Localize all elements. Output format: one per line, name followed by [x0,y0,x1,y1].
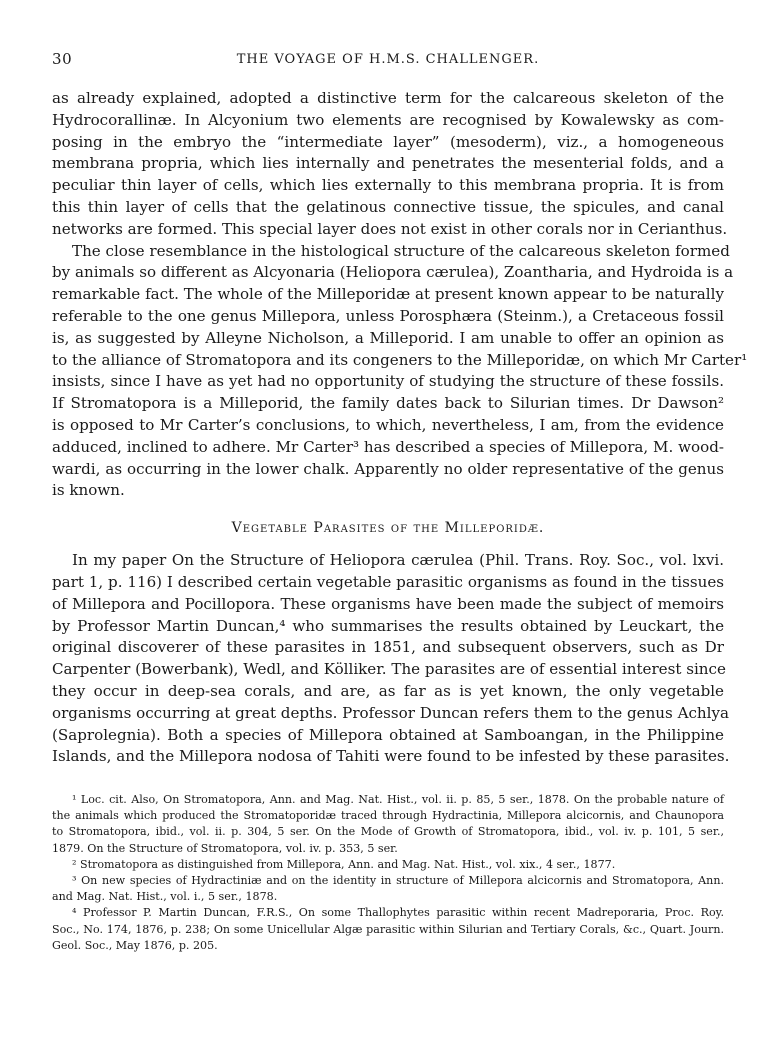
text-line: Hydrocorallinæ. In Alcyonium two elements are recognised by Kowalewsky as com- [52,110,724,129]
text-line: (Saprolegnia). Both a species of Millepora obtained at Samboangan, in the Philippine [52,725,724,744]
text-line: they occur in deep-sea corals, and are, as far as is yet known, the only vegetable [52,681,724,700]
text-line: Carpenter (Bowerbank), Wedl, and Kölliker. The parasites are of essential interest since [52,660,726,679]
footnote-line: the animals which produced the Stromatoporidæ traced through Hydractinia, Millepora alcicornis, and Chaunopora [52,809,724,823]
text-line: by Professor Martin Duncan,⁴ who summarises the results obtained by Leuckart, the [52,616,724,635]
footnote-line: ² Stromatopora as distinguished from Millepora, Ann. and Mag. Nat. Hist., vol. xix., 4 ser., 1877. [72,857,616,871]
page-header [52,44,724,68]
text-line: is, as suggested by Alleyne Nicholson, a Milleporid. I am unable to offer an opinion as [52,328,724,347]
footnote-line: and Mag. Nat. Hist., vol. i., 5 ser., 1878. [52,890,278,904]
paragraph-1 [52,88,728,241]
footnote-line: Soc., No. 174, 1876, p. 238; On some Unicellular Algæ parasitic within Silurian and Tertiary Corals, &c., Quart. Journ. [52,922,724,936]
text-line: Islands, and the Millepora nodosa of Tahiti were found to be infested by these parasites. [52,747,730,766]
footnote-line: 1879. On the Structure of Stromatopora, vol. iv. p. 353, 5 ser. [52,841,398,855]
text-line: original discoverer of these parasites in 1851, and subsequent observers, such as Dr [52,638,724,657]
text-line: of Millepora and Pocillopora. These organisms have been made the subject of memoirs [52,594,724,613]
text-line: referable to the one genus Millepora, unless Porosphæra (Steinm.), a Cretaceous fossil [52,306,724,325]
paragraph-2 [52,241,748,503]
text-line: The close resemblance in the histological structure of the calcareous skeleton formed [72,241,730,260]
text-line: organisms occurring at great depths. Professor Duncan refers them to the genus Achlya [52,703,730,722]
footnotes [52,792,724,954]
footnote-line: ⁴ Professor P. Martin Duncan, F.R.S., On some Thallophytes parasitic within recent Madreporaria, Proc. Roy. [72,906,724,920]
text-line: this thin layer of cells that the gelatinous connective tissue, the spicules, and canal [52,197,724,216]
text-line: If Stromatopora is a Milleporid, the family dates back to Silurian times. Dr Dawson² [52,394,724,413]
article-body [52,88,748,954]
text-line: is known. [52,481,125,500]
section-heading: Vegetable Parasites of the Milleporidæ. [231,520,545,537]
text-line: as already explained, adopted a distinctive term for the calcareous skeleton of the [52,89,724,107]
running-title: THE VOYAGE OF H.M.S. CHALLENGER. [236,52,540,67]
text-line: remarkable fact. The whole of the Milleporidæ at present known appear to be naturally [52,285,724,304]
text-line: insists, since I have as yet had no opportunity of studying the structure of these fossils. [52,372,724,391]
footnote-line: ¹ Loc. cit. Also, On Stromatopora, Ann. and Mag. Nat. Hist., vol. ii. p. 85, 5 ser., 1878. On the probable nature of [72,793,724,807]
text-line: peculiar thin layer of cells, which lies externally to this membrana propria. It is from [52,176,724,195]
text-line: adduced, inclined to adhere. Mr Carter³ has described a species of Millepora, M. wood- [52,437,724,456]
page-number: 30 [52,50,73,68]
text-line: to the alliance of Stromatopora and its congeners to the Milleporidæ, on which Mr Carter¹ [52,350,748,369]
paragraph-3 [52,550,730,768]
footnote-line: to Stromatopora, ibid., vol. ii. p. 304, 5 ser. On the Mode of Growth of Stromatopora, ibid., vol. iv. p. 101, 5 ser., [52,825,724,839]
text-line: networks are formed. This special layer does not exist in other corals nor in Cerianthus. [52,219,728,238]
text-line: by animals so different as Alcyonaria (Heliopora cærulea), Zoantharia, and Hydroida is a [52,263,734,282]
footnote-line: ³ On new species of Hydractiniæ and on the identity in structure of Millepora alcicornis and Stromatopora, Ann. [72,874,724,888]
footnote-line: Geol. Soc., May 1876, p. 205. [52,938,218,952]
text-line: is opposed to Mr Carter’s conclusions, to which, nevertheless, I am, from the evidence [52,415,724,434]
text-line: wardi, as occurring in the lower chalk. Apparently no older representative of the genus [52,459,724,478]
page [52,44,748,954]
text-line: In my paper On the Structure of Heliopora cærulea (Phil. Trans. Roy. Soc., vol. lxvi. [72,551,724,570]
text-line: posing in the embryo the “intermediate layer” (mesoderm), viz., a homogeneous [52,132,724,151]
text-line: membrana propria, which lies internally and penetrates the mesenterial folds, and a [52,154,724,173]
text-line: part 1, p. 116) I described certain vegetable parasitic organisms as found in the tissues [52,572,724,591]
